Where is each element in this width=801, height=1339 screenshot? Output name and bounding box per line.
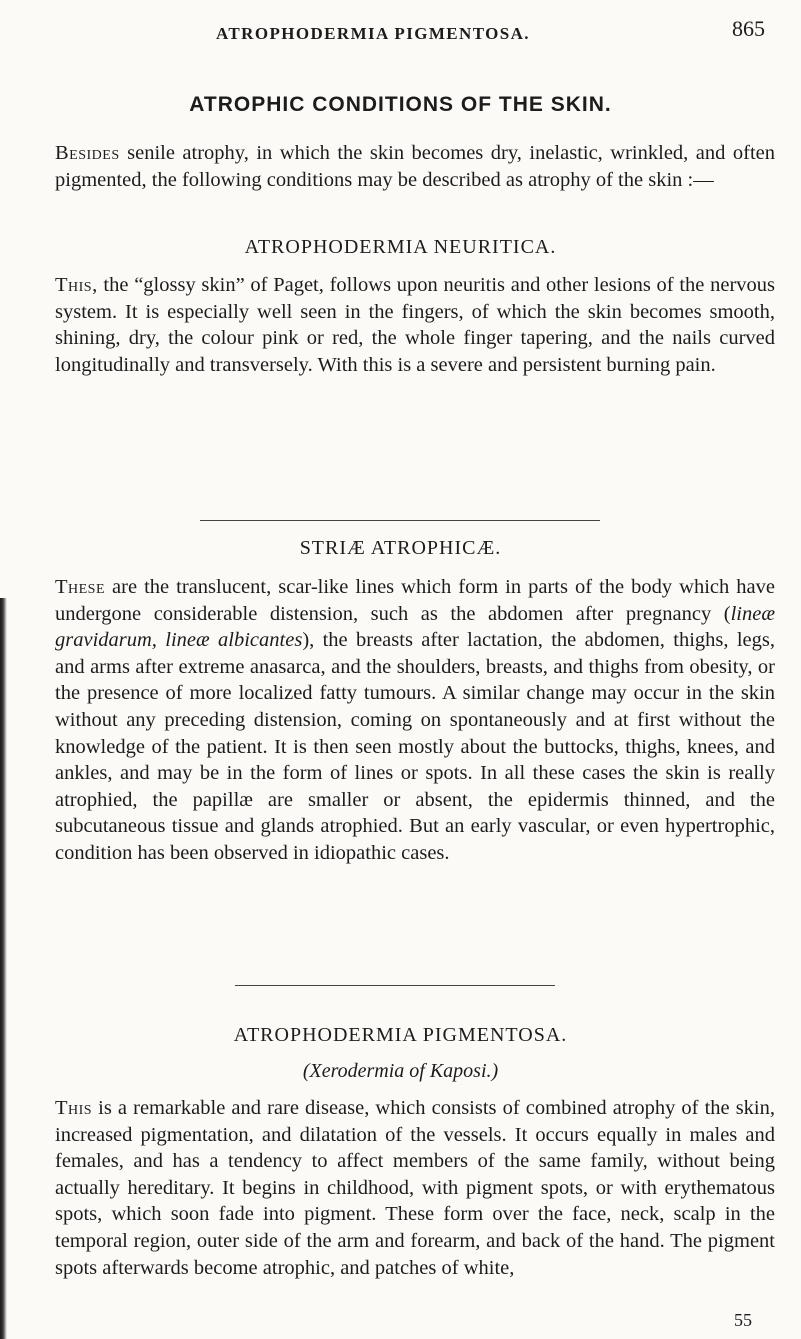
striae-lead-word: These xyxy=(55,576,106,598)
pigmentosa-paragraph xyxy=(55,1095,775,1281)
chapter-title: ATROPHIC CONDITIONS OF THE SKIN. xyxy=(189,93,612,116)
neuritica-text: the “glossy skin” of Paget, follows upon neuritis and other lesions of the nervous system. It is especially well seen in the fingers, of which the skin becomes smooth, shining, dry, the colour pink or red, the whole finger tapering, and the nails curved longitudinally and transversely. With this is a severe and persistent burning pain. xyxy=(55,274,775,376)
running-head: ATROPHODERMIA PIGMENTOSA. xyxy=(216,24,530,43)
section-heading-pigmentosa: ATROPHODERMIA PIGMENTOSA. xyxy=(233,1024,568,1046)
page-number: 865 xyxy=(732,16,765,41)
intro-paragraph xyxy=(55,140,775,193)
neuritica-lead-word: This, xyxy=(55,274,98,296)
intro-lead-word: Besides xyxy=(55,142,120,164)
section-subheading-kaposi: (Xerodermia of Kaposi.) xyxy=(302,1060,499,1082)
pigmentosa-lead-word: This xyxy=(55,1097,93,1119)
section-divider xyxy=(235,985,555,986)
pigmentosa-text: is a remarkable and rare disease, which consists of combined atrophy of the skin, increased pigmentation, and dilatation of the vessels. It occurs equally in males and females, and has a tendency to affect members of the same family, without being actually hereditary. It begins in childhood, with pigment spots, or with erythematous spots, which soon fade into pigment. These form over the face, neck, scalp in the temporal region, outer side of the arm and forearm, and back of the hand. The pigment spots afterwards become atrophic, and patches of white, xyxy=(55,1097,775,1279)
intro-text: senile atrophy, in which the skin becomes dry, inelastic, wrinkled, and often pigmented, the following conditions may be described as atrophy of the skin :— xyxy=(55,142,775,191)
striae-latin-terms: lineæ gravidarum, lineæ albicantes xyxy=(55,602,775,652)
striae-text-start: are the translucent, scar-like lines which form in parts of the body which have undergone considerable distension, such as the abdomen after pregnancy ( xyxy=(55,576,775,625)
section-heading-neuritica: ATROPHODERMIA NEURITICA. xyxy=(244,236,557,258)
signature-mark: 55 xyxy=(734,1310,752,1330)
striae-text-rest: ), the breasts after lactation, the abdomen, thighs, legs, and arms after extreme anasarca, and the shoulders, breasts, and thighs from obesity, or the presence of more localized fatty tumours. A similar change may occur in the skin without any preceding distension, coming on spontaneously and at first without the knowledge of the patient. It is then seen mostly about the buttocks, thighs, knees, and ankles, and may be in the form of lines or spots. In all these cases the skin is really atrophied, the papillæ are smaller or absent, the epidermis thinned, and the subcutaneous tissue and glands atrophied. But an early vascular, or even hypertrophic, condition has been observed in idiopathic cases. xyxy=(55,629,775,864)
page-binding-shadow xyxy=(0,598,7,1339)
striae-paragraph xyxy=(55,574,775,867)
neuritica-paragraph xyxy=(55,272,775,378)
section-divider xyxy=(200,520,600,521)
section-heading-striae: STRIÆ ATROPHICÆ. xyxy=(299,537,502,559)
